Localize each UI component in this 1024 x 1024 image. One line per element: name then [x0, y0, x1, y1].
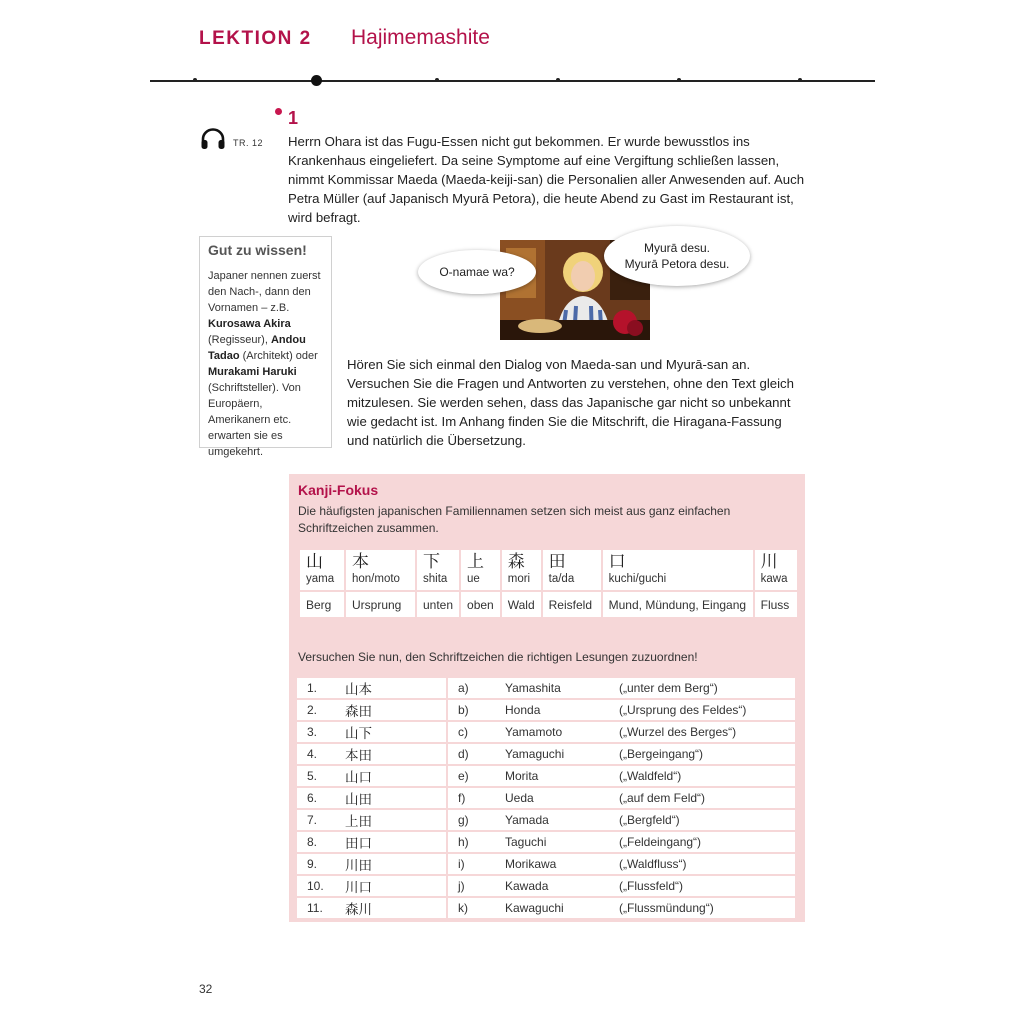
info-name-murakami: Murakami Haruki	[208, 366, 297, 378]
option-name: Morikawa	[505, 853, 619, 875]
kanji-cell	[461, 550, 500, 590]
meaning-cell: oben	[461, 592, 500, 617]
option-gloss: („Flussmündung“)	[619, 897, 795, 919]
kanji-char: 田	[548, 552, 566, 571]
kanji-cell	[543, 550, 601, 590]
kanji-focus-title: Kanji-Fokus	[298, 482, 379, 498]
timeline-current-marker	[311, 75, 322, 86]
info-box	[199, 236, 332, 458]
item-number: 9.	[297, 853, 341, 875]
option-gloss: („Bergeingang“)	[619, 743, 795, 765]
item-number: 7.	[297, 809, 341, 831]
item-number: 10.	[297, 875, 341, 897]
kanji-cell	[300, 550, 344, 590]
kanji-reading: mori	[507, 573, 531, 585]
meaning-cell: Wald	[502, 592, 541, 617]
info-name-andou: Andou Tadao	[208, 334, 306, 362]
option-letter: d)	[447, 743, 505, 765]
kanji-row	[300, 550, 797, 590]
meaning-cell: Ursprung	[346, 592, 415, 617]
option-letter: h)	[447, 831, 505, 853]
item-number: 8.	[297, 831, 341, 853]
item-number: 3.	[297, 721, 341, 743]
listening-instructions: Hören Sie sich einmal den Dialog von Maeda-san und Myurā-san an. Versuchen Sie die Fragen und Antworten zu verstehen, ohne den Text gleich mitzulesen. Sie werden sehen, dass das Japanische gar nicht so unbekannt wie gedacht ist. Im Anhang finden Sie die Mitschrift, die Hiragana-Fassung und natürlich die Übersetzung.	[347, 357, 794, 448]
kanji-cell	[346, 550, 415, 590]
info-box-title: Gut zu wissen!	[208, 242, 307, 258]
meaning-cell: Fluss	[755, 592, 797, 617]
answer-line-1: Myurā desu.	[643, 241, 711, 255]
timeline-tick	[556, 78, 560, 82]
matching-row	[297, 787, 795, 809]
headphones-icon	[200, 128, 226, 150]
lesson-label: LEKTION 2	[199, 28, 312, 49]
item-number: 2.	[297, 699, 341, 721]
option-letter: f)	[447, 787, 505, 809]
speech-bubble-question: O-namae wa?	[418, 250, 536, 294]
item-number: 1.	[297, 678, 341, 699]
kanji-cell	[603, 550, 753, 590]
matching-task-instruction: Versuchen Sie nun, den Schriftzeichen die richtigen Lesungen zuzuordnen!	[298, 650, 698, 664]
kanji-char: 口	[608, 552, 626, 571]
item-number: 11.	[297, 897, 341, 919]
item-number: 4.	[297, 743, 341, 765]
option-letter: a)	[447, 678, 505, 699]
kanji-table	[298, 548, 799, 619]
option-gloss: („Waldfluss“)	[619, 853, 795, 875]
matching-row	[297, 853, 795, 875]
item-kanji: 山下	[341, 721, 447, 743]
option-name: Ueda	[505, 787, 619, 809]
kanji-reading: ta/da	[548, 573, 575, 585]
option-name: Yamaguchi	[505, 743, 619, 765]
exercise-number: 1	[288, 108, 299, 128]
item-kanji: 山田	[341, 787, 447, 809]
kanji-cell	[417, 550, 459, 590]
matching-row	[297, 897, 795, 919]
option-gloss: („Waldfeld“)	[619, 765, 795, 787]
option-name: Yamamoto	[505, 721, 619, 743]
timeline-tick	[435, 78, 439, 82]
option-gloss: („Wurzel des Berges“)	[619, 721, 795, 743]
matching-row	[297, 743, 795, 765]
option-gloss: („unter dem Berg“)	[619, 678, 795, 699]
kanji-char: 川	[760, 552, 778, 571]
speech-bubble-answer	[604, 226, 750, 286]
option-name: Taguchi	[505, 831, 619, 853]
item-kanji: 本田	[341, 743, 447, 765]
item-kanji: 川口	[341, 875, 447, 897]
option-gloss: („Ursprung des Feldes“)	[619, 699, 795, 721]
meaning-row	[300, 592, 797, 617]
kanji-reading: shita	[423, 573, 448, 585]
meaning-cell: unten	[417, 592, 459, 617]
option-letter: c)	[447, 721, 505, 743]
item-kanji: 森川	[341, 897, 447, 919]
item-kanji: 川田	[341, 853, 447, 875]
matching-row	[297, 875, 795, 897]
matching-table	[297, 678, 795, 920]
page-number: 32	[199, 982, 213, 996]
meaning-cell: Berg	[300, 592, 344, 617]
kanji-reading: hon/moto	[352, 573, 400, 585]
progress-timeline	[150, 80, 875, 82]
matching-row	[297, 721, 795, 743]
option-gloss: („Bergfeld“)	[619, 809, 795, 831]
kanji-reading: yama	[306, 573, 335, 585]
option-letter: g)	[447, 809, 505, 831]
info-name-kurosawa: Kurosawa Akira	[208, 318, 291, 330]
exercise-bullet	[275, 108, 282, 115]
timeline-tick	[798, 78, 802, 82]
exercise-intro-text: Herrn Ohara ist das Fugu-Essen nicht gut bekommen. Er wurde bewusstlos ins Krankenhaus eingeliefert. Da seine Symptome auf eine Vergiftung schließen lassen, nimmt Kommissar Maeda (Maeda-keiji-san) die Personalien aller Anwesenden auf. Auch Petra Müller (auf Japanisch Myurā Petora), die heute Abend zu Gast im Restaurant ist, wird befragt.	[288, 134, 805, 225]
kanji-cell	[755, 550, 797, 590]
matching-row	[297, 678, 795, 699]
item-kanji: 上田	[341, 809, 447, 831]
kanji-reading: kuchi/guchi	[608, 573, 667, 585]
option-letter: i)	[447, 853, 505, 875]
info-text-part: (Schriftsteller). Von Europäern, Amerikanern etc. erwarten sie es umgekehrt.	[208, 382, 301, 458]
track-number: TR. 12	[233, 138, 264, 148]
option-name: Kawaguchi	[505, 897, 619, 919]
info-text-part: (Architekt) oder	[239, 350, 318, 362]
matching-row	[297, 699, 795, 721]
item-kanji: 山本	[341, 678, 447, 699]
option-name: Yamashita	[505, 678, 619, 699]
item-number: 6.	[297, 787, 341, 809]
kanji-reading: ue	[467, 573, 480, 585]
option-gloss: („Flussfeld“)	[619, 875, 795, 897]
meaning-cell: Mund, Mündung, Eingang	[603, 592, 753, 617]
kanji-char: 下	[423, 552, 440, 571]
option-letter: k)	[447, 897, 505, 919]
option-gloss: („Feldeingang“)	[619, 831, 795, 853]
option-letter: b)	[447, 699, 505, 721]
option-name: Honda	[505, 699, 619, 721]
info-box-text	[208, 268, 323, 460]
item-kanji: 田口	[341, 831, 447, 853]
info-text-part: (Regisseur),	[208, 334, 271, 346]
kanji-char: 山	[306, 552, 323, 571]
item-kanji: 森田	[341, 699, 447, 721]
option-name: Yamada	[505, 809, 619, 831]
kanji-focus-intro: Die häufigsten japanischen Familiennamen setzen sich meist aus ganz einfachen Schriftzeichen zusammen.	[298, 504, 731, 535]
kanji-char: 本	[352, 552, 369, 571]
option-name: Morita	[505, 765, 619, 787]
chapter-title: Hajimemashite	[351, 26, 490, 49]
timeline-tick	[193, 78, 197, 82]
info-text-part: Japaner nennen zuerst den Nach-, dann den Vornamen – z.B.	[208, 270, 321, 314]
option-gloss: („auf dem Feld“)	[619, 787, 795, 809]
timeline-tick	[677, 78, 681, 82]
option-letter: e)	[447, 765, 505, 787]
option-letter: j)	[447, 875, 505, 897]
option-name: Kawada	[505, 875, 619, 897]
kanji-cell	[502, 550, 541, 590]
kanji-char: 森	[507, 552, 525, 571]
kanji-reading: kawa	[760, 573, 788, 585]
answer-line-2: Myurā Petora desu.	[624, 257, 730, 271]
matching-row	[297, 765, 795, 787]
matching-row	[297, 809, 795, 831]
item-kanji: 山口	[341, 765, 447, 787]
meaning-cell: Reisfeld	[543, 592, 601, 617]
matching-row	[297, 831, 795, 853]
kanji-char: 上	[467, 552, 485, 571]
item-number: 5.	[297, 765, 341, 787]
